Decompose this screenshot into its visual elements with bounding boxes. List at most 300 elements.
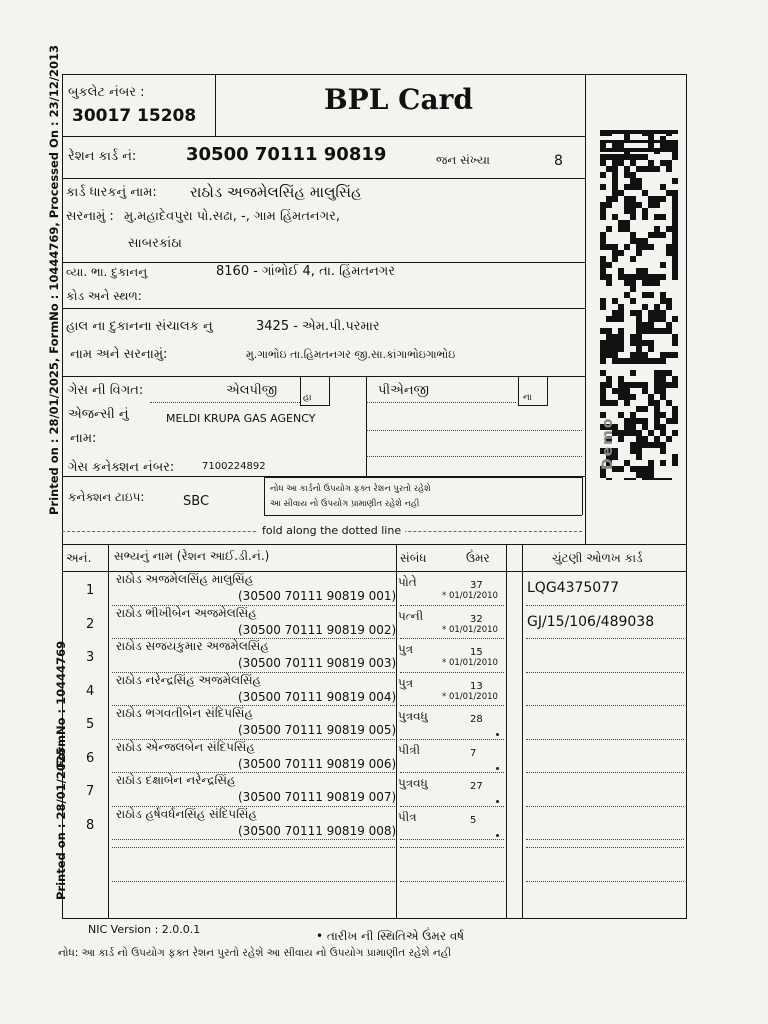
barcode-module xyxy=(630,352,636,358)
barcode-module xyxy=(648,274,654,280)
shop-label-2: કોડ અને સ્થળ: xyxy=(66,289,142,303)
row-age: 5 xyxy=(470,814,477,826)
barcode-module xyxy=(606,352,612,358)
row-age: 27 xyxy=(470,781,483,792)
barcode-module xyxy=(600,154,606,160)
barcode-module xyxy=(630,424,636,430)
row-separator xyxy=(112,881,395,882)
barcode-module xyxy=(666,322,672,328)
row-sr: 5 xyxy=(86,717,95,732)
barcode-module xyxy=(600,256,606,262)
barcode-module xyxy=(624,388,630,394)
barcode-module xyxy=(642,154,648,160)
barcode-module xyxy=(600,394,606,400)
barcode-module xyxy=(618,268,624,274)
barcode-module xyxy=(654,328,660,334)
barcode-module xyxy=(630,430,636,436)
barcode-module xyxy=(636,436,642,442)
row-id: (30500 70111 90819 001) xyxy=(238,589,397,603)
barcode-module xyxy=(660,262,666,268)
barcode-module xyxy=(600,262,606,268)
barcode-module xyxy=(654,406,660,412)
barcode-module xyxy=(648,346,654,352)
row-dob-mark xyxy=(496,767,499,770)
barcode-module xyxy=(618,334,624,340)
barcode-module xyxy=(648,358,654,364)
barcode-module xyxy=(672,220,678,226)
barcode-module xyxy=(660,298,666,304)
barcode-module xyxy=(630,202,636,208)
barcode-module xyxy=(672,334,678,340)
barcode-module xyxy=(600,184,606,190)
row-name: રાઠોડ અજમેલસિંહ માલુસિંહ xyxy=(116,572,254,586)
barcode-module xyxy=(666,250,672,256)
barcode-module xyxy=(606,334,612,340)
row-dob-mark xyxy=(496,834,499,837)
barcode-module xyxy=(660,442,666,448)
barcode-module xyxy=(630,280,636,286)
barcode-module xyxy=(606,196,612,202)
barcode-module xyxy=(600,208,606,214)
holder-address-line1: મુ.મહાદેવપુરા પો.સઢા, -, ગામ હિંમતનગર, xyxy=(124,209,340,224)
agency-name: MELDI KRUPA GAS AGENCY xyxy=(166,412,316,425)
row-age: 7 xyxy=(470,747,477,759)
barcode-module xyxy=(648,202,654,208)
barcode-module xyxy=(666,166,672,172)
row-sr: 6 xyxy=(86,750,95,766)
barcode-module xyxy=(630,214,636,220)
barcode-bar xyxy=(600,140,678,143)
row-separator xyxy=(400,839,504,840)
barcode-module xyxy=(636,430,642,436)
barcode-module xyxy=(630,412,636,418)
row-separator xyxy=(400,672,504,673)
barcode-module xyxy=(636,448,642,454)
barcode-module xyxy=(654,280,660,286)
row-relation: પત્ની xyxy=(398,608,424,623)
barcode-module xyxy=(636,244,642,250)
barcode-module xyxy=(642,274,648,280)
row-id: (30500 70111 90819 008) xyxy=(238,823,397,838)
barcode-module xyxy=(654,376,660,382)
barcode-module xyxy=(624,358,630,364)
barcode-module xyxy=(636,340,642,346)
barcode-module xyxy=(600,352,606,358)
barcode-module xyxy=(666,370,672,376)
barcode-module xyxy=(648,292,654,298)
barcode-module xyxy=(612,154,618,160)
barcode-module xyxy=(600,172,606,178)
barcode-module xyxy=(666,478,672,480)
lpg-label: એલપીજી xyxy=(226,383,278,398)
barcode-module xyxy=(606,262,612,268)
barcode-module xyxy=(660,394,666,400)
barcode-module xyxy=(630,340,636,346)
barcode-module xyxy=(648,244,654,250)
barcode-module xyxy=(666,160,672,166)
barcode-module xyxy=(648,460,654,466)
barcode-module xyxy=(672,262,678,268)
barcode-module xyxy=(636,178,642,184)
barcode-module xyxy=(642,436,648,442)
barcode-module xyxy=(660,196,666,202)
barcode-module xyxy=(612,244,618,250)
barcode-module xyxy=(612,196,618,202)
barcode-module xyxy=(600,346,606,352)
barcode-module xyxy=(660,382,666,388)
barcode-module xyxy=(666,436,672,442)
barcode-module xyxy=(618,388,624,394)
barcode-module xyxy=(654,370,660,376)
barcode-module xyxy=(654,400,660,406)
barcode-module xyxy=(672,214,678,220)
barcode-module xyxy=(648,160,654,166)
row-separator xyxy=(526,672,684,673)
barcode-module xyxy=(642,466,648,472)
barcode-module xyxy=(642,268,648,274)
barcode-module xyxy=(600,304,606,310)
barcode-module xyxy=(624,394,630,400)
barcode-module xyxy=(660,274,666,280)
row-separator xyxy=(400,605,504,606)
row-separator xyxy=(526,605,684,606)
barcode-module xyxy=(642,166,648,172)
barcode-module xyxy=(630,370,636,376)
barcode-module xyxy=(636,154,642,160)
members-count: 8 xyxy=(554,153,563,169)
barcode-module xyxy=(648,328,654,334)
barcode-module xyxy=(630,172,636,178)
row-name: રાઠોડ હર્ષવર્ધનસિંહ સંદિપસિંહ xyxy=(116,806,258,821)
row-id: (30500 70111 90819 003) xyxy=(238,656,397,670)
operator-value-2: મુ.ગાભોઇ તા.હિમતનગર જી.સા.કાંગાભોઇગાભોઇ xyxy=(246,348,456,361)
barcode-module xyxy=(648,400,654,406)
agency-label-1: એજન્સી નું xyxy=(68,407,129,422)
barcode-module xyxy=(672,232,678,238)
row-sr: 1 xyxy=(86,583,95,598)
barcode-module xyxy=(630,274,636,280)
row-relation: પોતે xyxy=(398,575,417,589)
row-separator xyxy=(400,739,504,740)
row-relation: પુત્રવધુ xyxy=(398,709,428,723)
barcode-module xyxy=(606,328,612,334)
barcode-module xyxy=(612,346,618,352)
barcode-module xyxy=(642,190,648,196)
side-printed-date: Printed on : 28/01/2025 xyxy=(54,747,68,900)
barcode-module xyxy=(618,382,624,388)
booklet-number: 30017 15208 xyxy=(72,106,197,126)
note-line-1: નોધ આ કાર્ડનો ઉપયોગ ફક્ત રેશન પુરતો રહેશે xyxy=(270,484,431,494)
barcode-module xyxy=(654,388,660,394)
barcode-module xyxy=(660,358,666,364)
barcode-module xyxy=(672,418,678,424)
barcode-module xyxy=(606,154,612,160)
barcode-module xyxy=(630,178,636,184)
barcode-module xyxy=(630,358,636,364)
row-name: રાઠોડ દક્ષાબેન નરેન્દ્રસિંહ xyxy=(116,773,236,787)
barcode-module xyxy=(642,304,648,310)
barcode-module xyxy=(624,244,630,250)
barcode-module xyxy=(660,328,666,334)
barcode-module xyxy=(648,442,654,448)
row-relation: પુત્રવધુ xyxy=(398,776,428,790)
barcode-module xyxy=(630,478,636,480)
barcode-module xyxy=(660,448,666,454)
row-relation: પુત્ર xyxy=(398,642,414,656)
row-separator xyxy=(526,705,684,706)
barcode-module xyxy=(624,478,630,480)
barcode-module xyxy=(654,412,660,418)
barcode-module xyxy=(672,382,678,388)
barcode-module xyxy=(630,418,636,424)
barcode-module xyxy=(666,190,672,196)
barcode-module xyxy=(666,244,672,250)
barcode-module xyxy=(654,214,660,220)
barcode-module xyxy=(672,352,678,358)
barcode-module xyxy=(612,340,618,346)
row-id: (30500 70111 90819 007) xyxy=(238,790,397,804)
barcode-module xyxy=(624,382,630,388)
col-sr-header: અનં. xyxy=(66,551,92,565)
png-value: ના xyxy=(523,393,532,403)
barcode-module xyxy=(654,304,660,310)
row-relation: પીત્ર xyxy=(398,809,417,824)
barcode-module xyxy=(654,436,660,442)
barcode-module xyxy=(606,166,612,172)
barcode-module xyxy=(654,358,660,364)
barcode-module xyxy=(642,208,648,214)
barcode-module xyxy=(672,406,678,412)
barcode-module xyxy=(624,400,630,406)
barcode-module xyxy=(672,250,678,256)
barcode-module xyxy=(624,202,630,208)
barcode-module xyxy=(642,358,648,364)
row-name: રાઠોડ એન્જલબેન સંદિપસિંહ xyxy=(116,739,255,754)
barcode-module xyxy=(672,202,678,208)
row-separator xyxy=(526,847,684,848)
barcode-module xyxy=(600,298,606,304)
row-name: રાઠોડ નરેન્દ્રસિંહ અજમેલસિંહ xyxy=(116,672,262,687)
row-separator xyxy=(400,705,504,706)
barcode-module xyxy=(612,160,618,166)
barcode-module xyxy=(666,352,672,358)
barcode-module xyxy=(624,280,630,286)
operator-label-2: નામ અને સરનામું: xyxy=(70,347,168,362)
members-label: જન સંખ્યા xyxy=(436,153,490,167)
barcode-module xyxy=(624,418,630,424)
holder-name: રાઠોડ અજમેલસિંહ માલુસિંહ xyxy=(190,183,362,201)
note-line-2: આ સીવાય નો ઉપયોગ પ્રામાણીત રહેશે નહી xyxy=(270,499,420,509)
bottom-note: નોધ: આ કાર્ડ નો ઉપયોગ ફક્ત રેશન પુરતો રહેશે આ સીવાય નો ઉપયોગ પ્રામાણીત રહેશે નહી xyxy=(58,947,452,959)
barcode-module xyxy=(630,184,636,190)
barcode-module xyxy=(654,196,660,202)
barcode-module xyxy=(636,406,642,412)
barcode-module xyxy=(624,196,630,202)
barcode-module xyxy=(624,292,630,298)
barcode-module xyxy=(666,418,672,424)
barcode-module xyxy=(618,310,624,316)
row-name: રાઠોડ ભીખીબેન અજમેલસિંહ xyxy=(116,605,257,620)
barcode-module xyxy=(600,160,606,166)
barcode-module xyxy=(618,304,624,310)
barcode-module xyxy=(636,472,642,478)
row-separator xyxy=(526,881,684,882)
barcode-module xyxy=(606,346,612,352)
barcode-module xyxy=(642,214,648,220)
col-name-header: સભ્યનું નામ (રેશન આઈ.ડી.નં.) xyxy=(114,549,270,563)
row-id: (30500 70111 90819 004) xyxy=(238,689,397,704)
barcode-module xyxy=(630,310,636,316)
nic-version: NIC Version : 2.0.0.1 xyxy=(88,923,201,936)
barcode-module xyxy=(672,376,678,382)
barcode-module xyxy=(618,346,624,352)
barcode-module xyxy=(612,298,618,304)
barcode-module xyxy=(600,328,606,334)
barcode-module xyxy=(636,250,642,256)
barcode-module xyxy=(648,310,654,316)
barcode-module xyxy=(672,178,678,184)
barcode-module xyxy=(666,382,672,388)
barcode-module xyxy=(618,436,624,442)
barcode-module xyxy=(660,292,666,298)
barcode-module xyxy=(606,280,612,286)
barcode-module xyxy=(618,394,624,400)
barcode-module xyxy=(636,202,642,208)
barcode-module xyxy=(654,226,660,232)
barcode-module xyxy=(654,478,660,480)
barcode-watermark: Demo xyxy=(600,416,616,470)
barcode-module xyxy=(636,346,642,352)
barcode-module xyxy=(642,382,648,388)
barcode-module xyxy=(672,190,678,196)
ration-label: રેશન કાર્ડ નં: xyxy=(68,149,137,164)
barcode-module xyxy=(630,238,636,244)
barcode-module xyxy=(642,280,648,286)
barcode-module xyxy=(618,466,624,472)
barcode-module xyxy=(624,172,630,178)
row-voter: LQG4375077 xyxy=(527,580,620,596)
barcode-module xyxy=(612,214,618,220)
barcode-module xyxy=(636,454,642,460)
barcode-module xyxy=(666,226,672,232)
barcode-module xyxy=(636,334,642,340)
barcode-module xyxy=(660,478,666,480)
barcode-module xyxy=(660,388,666,394)
holder-name-label: કાર્ડ ધારકનું નામ: xyxy=(66,185,157,200)
barcode-module xyxy=(642,406,648,412)
barcode-module xyxy=(636,418,642,424)
holder-address-label: સરનામું : xyxy=(66,209,114,224)
barcode-module xyxy=(630,286,636,292)
barcode-module xyxy=(666,298,672,304)
barcode-module xyxy=(642,352,648,358)
png-checkbox xyxy=(518,376,548,406)
barcode-module xyxy=(648,472,654,478)
barcode-module xyxy=(612,352,618,358)
barcode-module xyxy=(612,172,618,178)
barcode-module xyxy=(660,316,666,322)
row-separator xyxy=(526,839,684,840)
png-label: પીએનજી xyxy=(378,383,429,398)
barcode-module xyxy=(642,340,648,346)
holder-address-line2: સાબરકાંઠા xyxy=(128,236,182,251)
barcode-module xyxy=(672,268,678,274)
lpg-checkbox xyxy=(300,376,330,406)
barcode-bar xyxy=(600,130,678,134)
barcode-module xyxy=(636,316,642,322)
barcode-module xyxy=(630,334,636,340)
row-sr: 2 xyxy=(86,616,95,632)
barcode-module xyxy=(600,268,606,274)
row-dob: * 01/01/2010 xyxy=(442,624,498,635)
barcode-module xyxy=(600,472,606,478)
row-separator xyxy=(400,806,504,807)
row-age: 32 xyxy=(470,613,483,625)
barcode-module xyxy=(654,310,660,316)
barcode-module xyxy=(612,388,618,394)
barcode-module xyxy=(660,310,666,316)
col-voter-header: ચુંટણી ઓળખ કાર્ડ xyxy=(552,551,643,565)
barcode-module xyxy=(642,238,648,244)
barcode-module xyxy=(630,298,636,304)
barcode-module xyxy=(606,478,612,480)
barcode-module xyxy=(654,316,660,322)
barcode-module xyxy=(618,316,624,322)
barcode-module xyxy=(672,154,678,160)
agency-label-2: નામ: xyxy=(70,431,97,446)
row-voter: GJ/15/106/489038 xyxy=(527,613,655,630)
barcode-module xyxy=(600,238,606,244)
row-separator xyxy=(526,739,684,740)
barcode-module xyxy=(642,472,648,478)
row-relation: પુત્ર xyxy=(398,675,414,690)
barcode-module xyxy=(618,328,624,334)
barcode-module xyxy=(624,424,630,430)
barcode-module xyxy=(630,160,636,166)
barcode-module xyxy=(660,412,666,418)
barcode-module xyxy=(636,274,642,280)
barcode-module xyxy=(624,166,630,172)
row-relation: પીત્રી xyxy=(398,742,421,757)
barcode-module xyxy=(600,274,606,280)
barcode-module xyxy=(642,388,648,394)
barcode-module xyxy=(606,202,612,208)
barcode-module xyxy=(642,478,648,480)
row-id: (30500 70111 90819 006) xyxy=(238,756,397,771)
row-sr: 3 xyxy=(86,650,95,665)
row-dob: * 01/01/2010 xyxy=(442,591,498,601)
row-age: 13 xyxy=(470,680,483,692)
barcode-module xyxy=(618,412,624,418)
barcode-module xyxy=(654,274,660,280)
barcode-module xyxy=(672,196,678,202)
barcode-module xyxy=(642,418,648,424)
barcode-module xyxy=(666,400,672,406)
barcode-module xyxy=(630,208,636,214)
barcode-module xyxy=(606,226,612,232)
barcode-module xyxy=(672,340,678,346)
barcode-module xyxy=(636,238,642,244)
barcode-module xyxy=(672,256,678,262)
barcode-module xyxy=(612,184,618,190)
barcode-module xyxy=(654,442,660,448)
barcode-module xyxy=(600,382,606,388)
barcode-module xyxy=(666,304,672,310)
barcode-module xyxy=(618,376,624,382)
barcode-module xyxy=(600,358,606,364)
barcode-module xyxy=(660,460,666,466)
barcode-module xyxy=(648,232,654,238)
